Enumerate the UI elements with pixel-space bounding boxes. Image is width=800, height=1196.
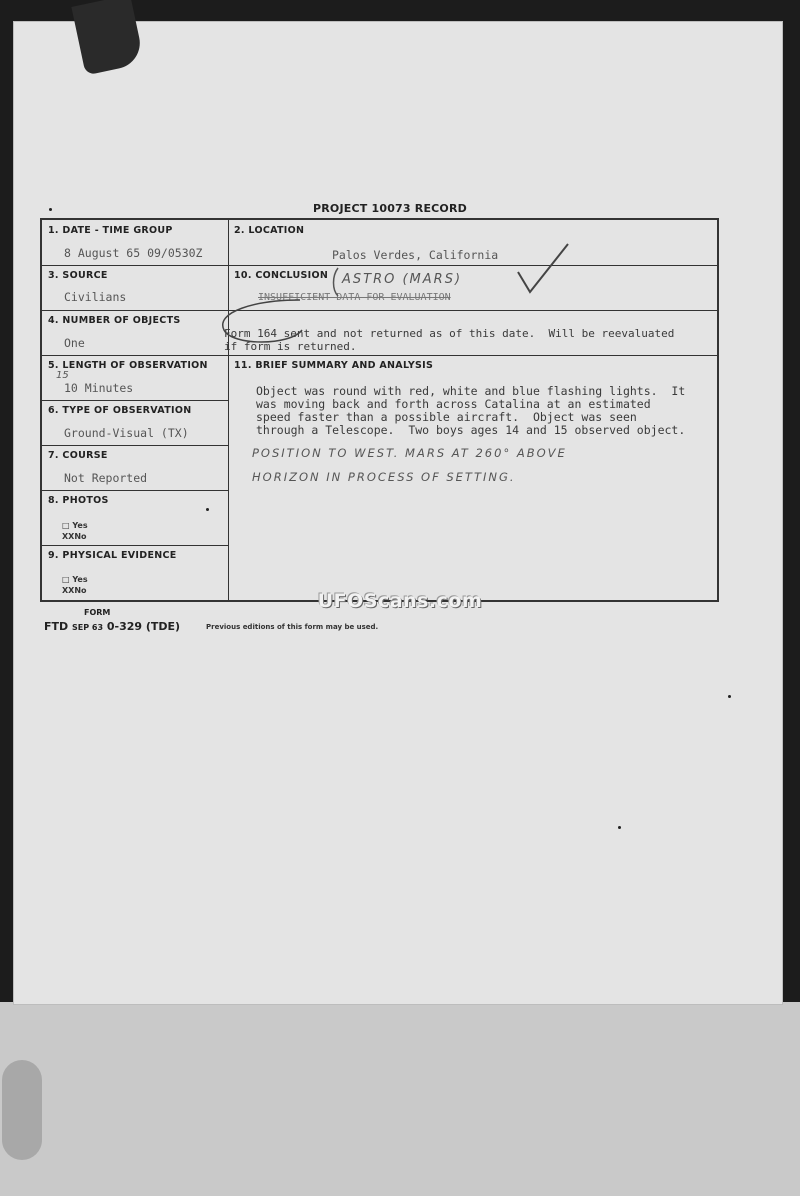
record-title: PROJECT 10073 RECORD	[312, 202, 467, 215]
length-label: 5. LENGTH OF OBSERVATION	[48, 360, 208, 371]
evidence-no-option: XXNo	[62, 586, 87, 595]
circle-mark-icon	[223, 300, 302, 342]
photos-yes-option: □ Yes	[62, 521, 88, 530]
conclusion-struck: INSUFFICIENT DATA FOR EVALUATION	[258, 292, 451, 303]
speck	[728, 695, 731, 698]
x-mark-icon: XX	[62, 586, 75, 595]
date-time-value: 8 August 65 09/0530Z	[64, 246, 203, 260]
photos-label: 8. PHOTOS	[48, 495, 109, 506]
speck	[618, 826, 621, 829]
evidence-yes-option: □ Yes	[62, 575, 88, 584]
speck	[49, 208, 52, 211]
summary-line-3: speed faster than a possible aircraft. Object was seen	[256, 410, 637, 424]
location-value: Palos Verdes, California	[332, 248, 499, 262]
number-of-objects-label: 4. NUMBER OF OBJECTS	[48, 315, 181, 326]
type-label: 6. TYPE OF OBSERVATION	[48, 405, 192, 416]
check-mark-icon	[518, 244, 568, 292]
summary-hand-1: POSITION TO WEST. MARS AT 260° ABOVE	[252, 446, 567, 460]
source-value: Civilians	[64, 290, 127, 304]
footer-form-id: FTD SEP 63 0-329 (TDE)	[44, 620, 181, 633]
conclusion-note-1: Form 164 sent and not returned as of this date. Will be reevaluated	[224, 327, 675, 340]
watermark: UFOScans.com	[317, 590, 483, 612]
x-mark-icon: XX	[62, 532, 75, 541]
summary-line-2: was moving back and forth across Catalina at an estimated	[256, 397, 651, 411]
speck	[206, 508, 209, 511]
number-of-objects-value: One	[64, 336, 85, 350]
course-value: Not Reported	[64, 471, 148, 485]
source-label: 3. SOURCE	[48, 270, 108, 281]
bracket-mark-icon	[334, 268, 339, 296]
summary-line-1: Object was round with red, white and blue flashing lights. It	[256, 384, 686, 398]
location-label: 2. LOCATION	[234, 225, 305, 236]
length-correction: 15	[56, 370, 69, 381]
summary-line-4: through a Telescope. Two boys ages 14 and 15 observed object.	[256, 423, 686, 437]
length-value: 10 Minutes	[64, 381, 134, 395]
conclusion-label: 10. CONCLUSION	[234, 270, 329, 281]
footer-note: Previous editions of this form may be used.	[206, 623, 379, 631]
physical-evidence-label: 9. PHYSICAL EVIDENCE	[48, 550, 177, 561]
conclusion-note-2: if form is returned.	[224, 340, 357, 353]
checkbox-icon: □	[62, 575, 70, 584]
summary-label: 11. BRIEF SUMMARY AND ANALYSIS	[234, 360, 434, 371]
footer-form-label: FORM	[84, 608, 111, 617]
checkbox-icon: □	[62, 521, 70, 530]
type-value: Ground-Visual (TX)	[64, 426, 189, 440]
summary-hand-2: HORIZON IN PROCESS OF SETTING.	[252, 470, 516, 484]
course-label: 7. COURSE	[48, 450, 108, 461]
photos-no-option: XXNo	[62, 532, 87, 541]
conclusion-handwritten: ASTRO (MARS)	[342, 272, 463, 287]
date-time-label: 1. DATE - TIME GROUP	[48, 225, 173, 236]
